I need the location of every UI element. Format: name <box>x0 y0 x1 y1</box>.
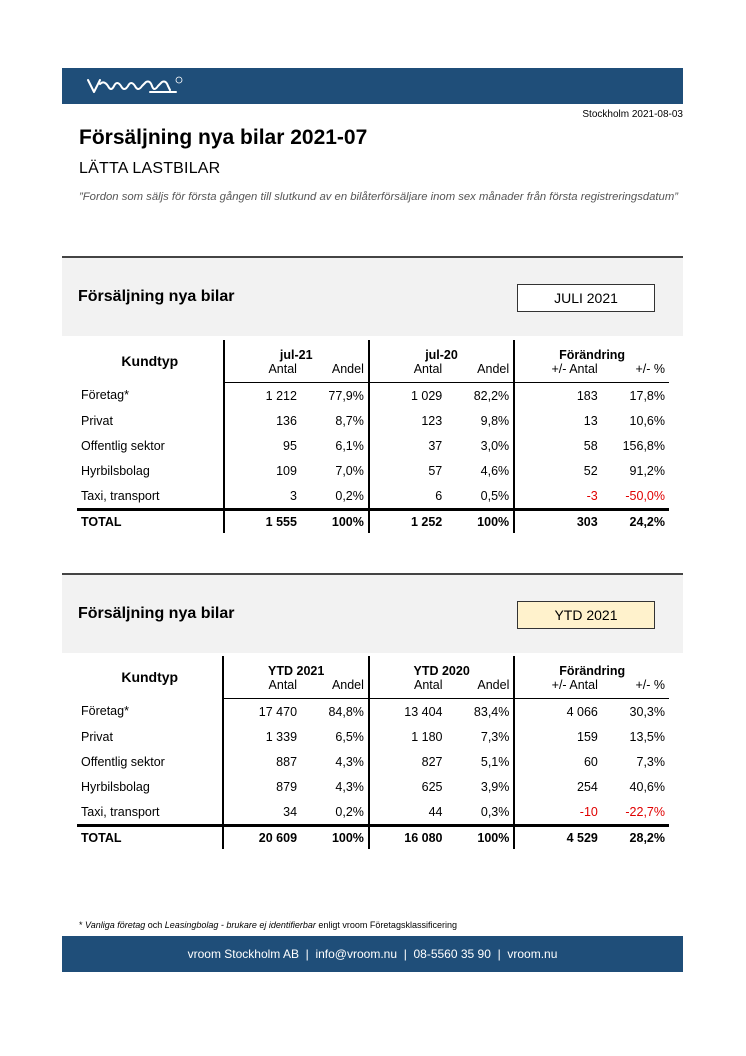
ytd-table <box>77 656 669 849</box>
footer-phone: 08-5560 35 90 <box>413 947 491 961</box>
cell: 1 029 <box>369 383 446 409</box>
footer-bar <box>62 936 683 972</box>
table-row <box>77 699 669 725</box>
row-label: Hyrbilsbolag <box>81 779 150 794</box>
cell: 8,7% <box>335 413 364 428</box>
cell: 1 180 <box>369 724 447 749</box>
kundtyp-header: Kundtyp <box>121 669 179 686</box>
table-row <box>77 749 669 774</box>
vroom-logo <box>86 74 196 98</box>
footnote-part1: Vanliga företag <box>85 920 146 930</box>
cell: 1 555 <box>224 510 301 534</box>
footer-email-link[interactable]: info@vroom.nu <box>315 947 398 961</box>
group1-header: YTD 2021 <box>223 656 368 678</box>
ytd-period-box: YTD 2021 <box>517 601 655 629</box>
cell: 100% <box>446 826 514 850</box>
cell: 77,9% <box>328 388 364 403</box>
row-label: Hyrbilsbolag <box>81 463 150 478</box>
footnote-part2: och <box>147 920 163 930</box>
row-label: Offentlig sektor <box>81 754 165 769</box>
row-label: Taxi, transport <box>81 488 160 503</box>
negative-cell: -50,0% <box>625 488 665 503</box>
cell: 100% <box>301 826 369 850</box>
definition-quote: ”Fordon som säljs för första gången till slutkund av en bilåterförsäljare inom sex månader från första registreringsdatum” <box>79 191 679 203</box>
cell: 44 <box>369 799 447 826</box>
footer-web-link[interactable]: vroom.nu <box>507 947 558 961</box>
cell: 10,6% <box>629 413 665 428</box>
cell: 887 <box>223 749 301 774</box>
cell: 827 <box>369 749 447 774</box>
cell: 13 404 <box>369 699 447 725</box>
footer-company: vroom Stockholm AB <box>187 947 299 961</box>
row-label: Företag* <box>81 704 129 719</box>
col-andel: Andel <box>446 678 514 699</box>
month-period-box: JULI 2021 <box>517 284 655 312</box>
col-change-pct: +/- % <box>602 362 669 383</box>
row-label: Taxi, transport <box>81 804 160 819</box>
cell: 3 <box>224 483 301 510</box>
cell: 91,2% <box>629 463 665 478</box>
row-label: Företag* <box>81 388 129 403</box>
col-antal: Antal <box>369 678 447 699</box>
footnote <box>79 920 457 930</box>
cell: 34 <box>223 799 301 826</box>
group1-header: jul-21 <box>224 340 369 362</box>
month-header-row <box>77 340 669 362</box>
cell: 0,3% <box>480 804 510 819</box>
row-label: Offentlig sektor <box>81 438 165 453</box>
cell: 9,8% <box>480 413 510 428</box>
cell: 1 252 <box>369 510 446 534</box>
cell: 100% <box>446 510 514 534</box>
page-title: Försäljning nya bilar 2021-07 <box>79 126 368 149</box>
table-row <box>77 483 669 510</box>
col-antal: Antal <box>369 362 446 383</box>
cell: 4,6% <box>480 463 510 478</box>
negative-cell: -3 <box>514 483 602 510</box>
month-section-band <box>62 256 683 336</box>
cell: 183 <box>514 383 602 409</box>
footer-separator: | <box>497 947 501 961</box>
cell: 4,3% <box>335 754 364 769</box>
cell: 4,3% <box>335 779 364 794</box>
cell: 3,9% <box>480 779 510 794</box>
total-row <box>77 510 669 534</box>
header-bar <box>62 68 683 104</box>
cell: 6,1% <box>335 438 364 453</box>
cell: 0,2% <box>335 804 364 819</box>
col-andel: Andel <box>446 362 514 383</box>
footer-separator: | <box>305 947 309 961</box>
table-row <box>77 458 669 483</box>
month-table <box>77 340 669 533</box>
col-change-pct: +/- % <box>602 678 669 699</box>
cell: 17,8% <box>629 388 665 403</box>
footnote-part4: enligt vroom Företagsklassificering <box>318 920 457 930</box>
cell: 28,2% <box>602 826 669 850</box>
col-andel: Andel <box>301 678 369 699</box>
ytd-header-row <box>77 656 669 678</box>
cell: 20 609 <box>223 826 301 850</box>
table-row <box>77 799 669 826</box>
ytd-section-title: Försäljning nya bilar <box>78 605 235 622</box>
cell: 100% <box>301 510 369 534</box>
cell: 625 <box>369 774 447 799</box>
col-andel: Andel <box>301 362 369 383</box>
cell: 4 066 <box>514 699 601 725</box>
cell: 254 <box>514 774 601 799</box>
col-change-abs: +/- Antal <box>514 362 602 383</box>
footnote-part3: Leasingbolag - brukare ej identifierbar <box>164 920 316 930</box>
footer-separator: | <box>403 947 407 961</box>
col-change-abs: +/- Antal <box>514 678 601 699</box>
cell: 13 <box>514 408 602 433</box>
report-date: Stockholm 2021-08-03 <box>582 109 683 120</box>
cell: 1 212 <box>224 383 301 409</box>
cell: 60 <box>514 749 601 774</box>
cell: 57 <box>369 458 446 483</box>
cell: 84,8% <box>328 704 364 719</box>
cell: 83,4% <box>473 704 510 719</box>
cell: 52 <box>514 458 602 483</box>
group3-header: Förändring <box>514 340 669 362</box>
col-antal: Antal <box>223 678 301 699</box>
table-row <box>77 724 669 749</box>
total-label: TOTAL <box>77 510 224 534</box>
cell: 7,3% <box>480 729 510 744</box>
cell: 156,8% <box>622 438 665 453</box>
cell: 58 <box>514 433 602 458</box>
cell: 5,1% <box>480 754 510 769</box>
table-row <box>77 774 669 799</box>
table-row <box>77 433 669 458</box>
negative-cell: -22,7% <box>625 804 665 819</box>
footnote-star: * <box>79 920 83 930</box>
month-section-title: Försäljning nya bilar <box>78 288 235 305</box>
cell: 13,5% <box>629 729 665 744</box>
group2-header: YTD 2020 <box>369 656 514 678</box>
cell: 1 339 <box>223 724 301 749</box>
total-label: TOTAL <box>77 826 223 850</box>
ytd-section-band <box>62 573 683 653</box>
cell: 37 <box>369 433 446 458</box>
cell: 95 <box>224 433 301 458</box>
cell: 4 529 <box>514 826 601 850</box>
group2-header: jul-20 <box>369 340 514 362</box>
cell: 109 <box>224 458 301 483</box>
cell: 82,2% <box>473 388 510 403</box>
cell: 6 <box>369 483 446 510</box>
cell: 7,3% <box>636 754 665 769</box>
cell: 7,0% <box>335 463 364 478</box>
cell: 3,0% <box>480 438 510 453</box>
cell: 0,2% <box>335 488 364 503</box>
negative-cell: -10 <box>514 799 601 826</box>
row-label: Privat <box>81 729 113 744</box>
cell: 123 <box>369 408 446 433</box>
cell: 24,2% <box>602 510 669 534</box>
row-label: Privat <box>81 413 113 428</box>
cell: 159 <box>514 724 601 749</box>
cell: 17 470 <box>223 699 301 725</box>
cell: 879 <box>223 774 301 799</box>
total-row <box>77 826 669 850</box>
kundtyp-header: Kundtyp <box>121 353 179 370</box>
table-row <box>77 408 669 433</box>
table-row <box>77 383 669 409</box>
page-subtitle: LÄTTA LASTBILAR <box>79 160 221 177</box>
cell: 303 <box>514 510 602 534</box>
cell: 30,3% <box>629 704 665 719</box>
group3-header: Förändring <box>514 656 669 678</box>
col-antal: Antal <box>224 362 301 383</box>
cell: 40,6% <box>629 779 665 794</box>
cell: 16 080 <box>369 826 447 850</box>
cell: 6,5% <box>335 729 364 744</box>
cell: 136 <box>224 408 301 433</box>
cell: 0,5% <box>480 488 510 503</box>
